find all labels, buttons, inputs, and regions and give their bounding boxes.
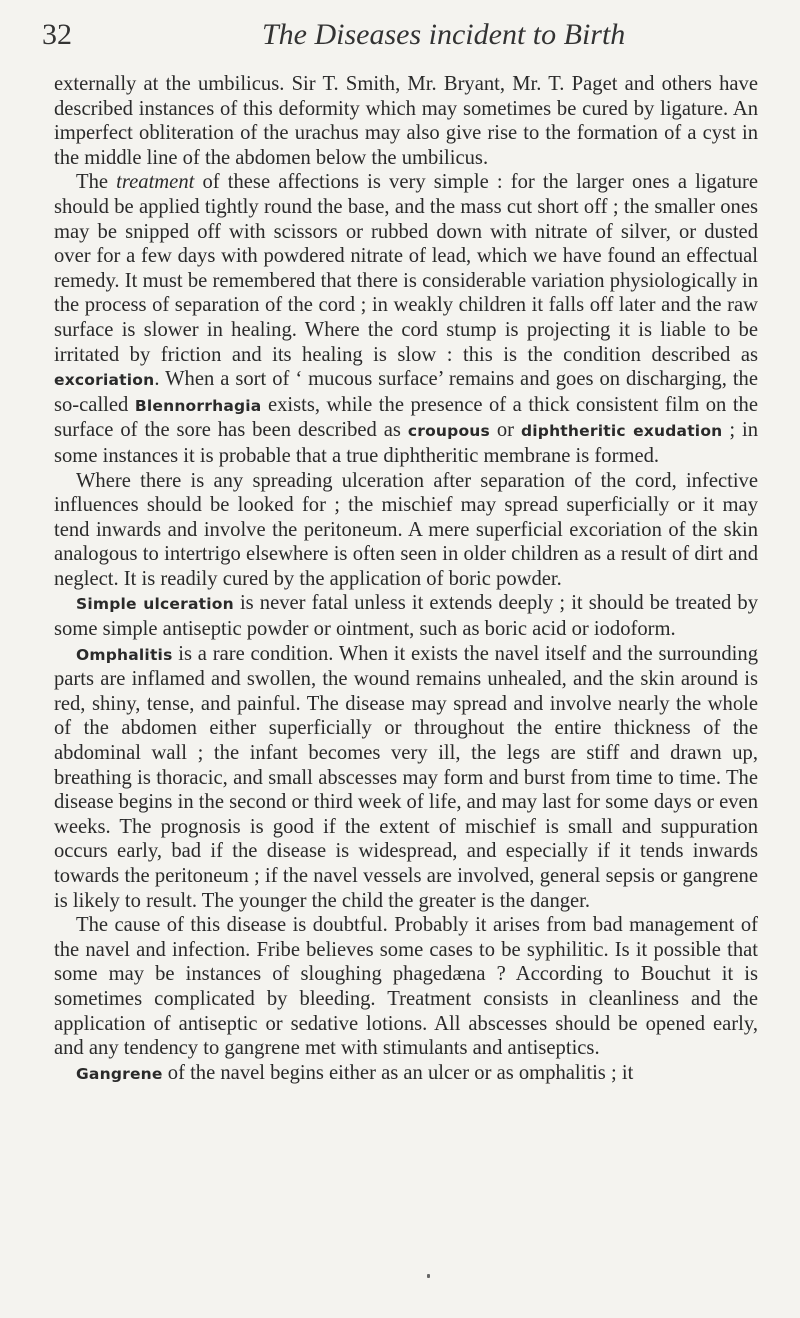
paragraph-text: of these affections is very simple : for the larger ones a ligature should be applied tightly round the base, and the mass cut short off ; the smaller ones may be snipped off with scissors or rubbed down with nitrate of silver, or dusted over for a few days with powdered nitrate of lead, which we have found an effectual remedy. It must be remembered that there is considerable variation physiologically in the process of separation of the cord ; in weakly children it falls off later and the raw surface is slower in healing. Where the cord stump is projecting it is liable to be irritated by friction and its healing is slow : this is the condition described as [54, 171, 759, 366]
paragraph-text: is never fatal unless it extends deeply ; it should be treated by some simple antiseptic powder or ointment, such as boric acid or iodoform. [54, 592, 758, 641]
paragraph-simple-ulceration [54, 591, 758, 641]
term-omphalitis: Omphalitis [76, 645, 173, 664]
paragraph-text: The [76, 171, 117, 194]
term-croupous: croupous [407, 422, 490, 441]
body-text [54, 72, 758, 1086]
paragraph-text: of the navel begins either as an ulcer or as omphalitis ; it [162, 1061, 634, 1084]
paragraph-text: Where there is any spreading ulceration after separation of the cord, infective influences should be looked for ; the mischief may spread superficially or it may tend inwards and involve the peritoneum. A mere superficial excoriation of the skin analogous to intertrigo elsewhere is often seen in older children as a result of dirt and neglect. It is readily cured by the application of boric powder. [54, 469, 758, 590]
paragraph-text: is a rare condition. When it exists the navel itself and the surrounding parts are inflamed and swollen, the wound remains unhealed, and the skin around is red, shiny, tense, and painful. The disease may spread and involve nearly the whole of the abdomen either superficially or throughout the entire thickness of the abdominal wall ; the infant becomes very ill, the legs are stiff and drawn up, breathing is thoracic, and small abscesses may form and burst from time to time. The disease begins in the second or third week of life, and may last for some days or even weeks. The prognosis is good if the extent of mischief is small and suppuration occurs early, bad if the disease is widespread, and especially if it tends inwards towards the peritoneum ; if the navel vessels are involved, general sepsis or gangrene is likely to result. The younger the child the greater is the danger. [54, 642, 758, 912]
term-excoriation: excoriation [54, 371, 155, 390]
paragraph-text: ; in some instances it is probable that a true diphtheritic membrane is formed. [54, 419, 758, 467]
paragraph-text: or [489, 419, 521, 442]
paragraph-text: exists, while the presence of a thick consistent film on the surface of the sore has been described as [54, 393, 758, 442]
term-diphtheritic-exudation: diphtheritic exudation [520, 422, 723, 441]
paragraph-gangrene [54, 1061, 758, 1087]
italic-term-treatment: treatment [116, 171, 195, 194]
term-gangrene: Gangrene [76, 1064, 163, 1083]
paragraph-cause [54, 913, 758, 1061]
page-number: 32 [42, 18, 72, 51]
term-blennorrhagia: Blennorrhagia [134, 396, 262, 415]
paragraph-omphalitis [54, 642, 758, 914]
paragraph-text: . When a sort of ‘ mucous surface’ remains and goes on discharging, the so-called [54, 368, 758, 416]
paragraph-treatment [54, 170, 758, 468]
paragraph-text: The cause of this disease is doubtful. Probably it arises from bad management of the navel and infection. Fribe believes some cases to be syphilitic. Is it possible that some may be instances of sloughing phagedæna ? According to Bouchut it is sometimes complicated by bleeding. Treatment consists in cleanliness and the application of antiseptic or sedative lotions. All abscesses should be opened early, and any tendency to gangrene met with stimulants and antiseptics. [54, 914, 758, 1060]
paragraph-text: externally at the umbilicus. Sir T. Smith, Mr. Bryant, Mr. T. Paget and others have described instances of this deformity which may sometimes be cured by ligature. An imperfect obliteration of the urachus may also give rise to the formation of a cyst in the middle line of the abdomen below the umbilicus. [54, 73, 758, 169]
page-header [42, 14, 758, 72]
print-speck [427, 1274, 430, 1278]
paragraph-umbilical-deformity [54, 72, 758, 170]
paragraph-spreading-ulceration [54, 469, 758, 592]
term-simple-ulceration: Simple ulceration [76, 595, 234, 614]
running-title: The Diseases incident to Birth [262, 18, 626, 51]
